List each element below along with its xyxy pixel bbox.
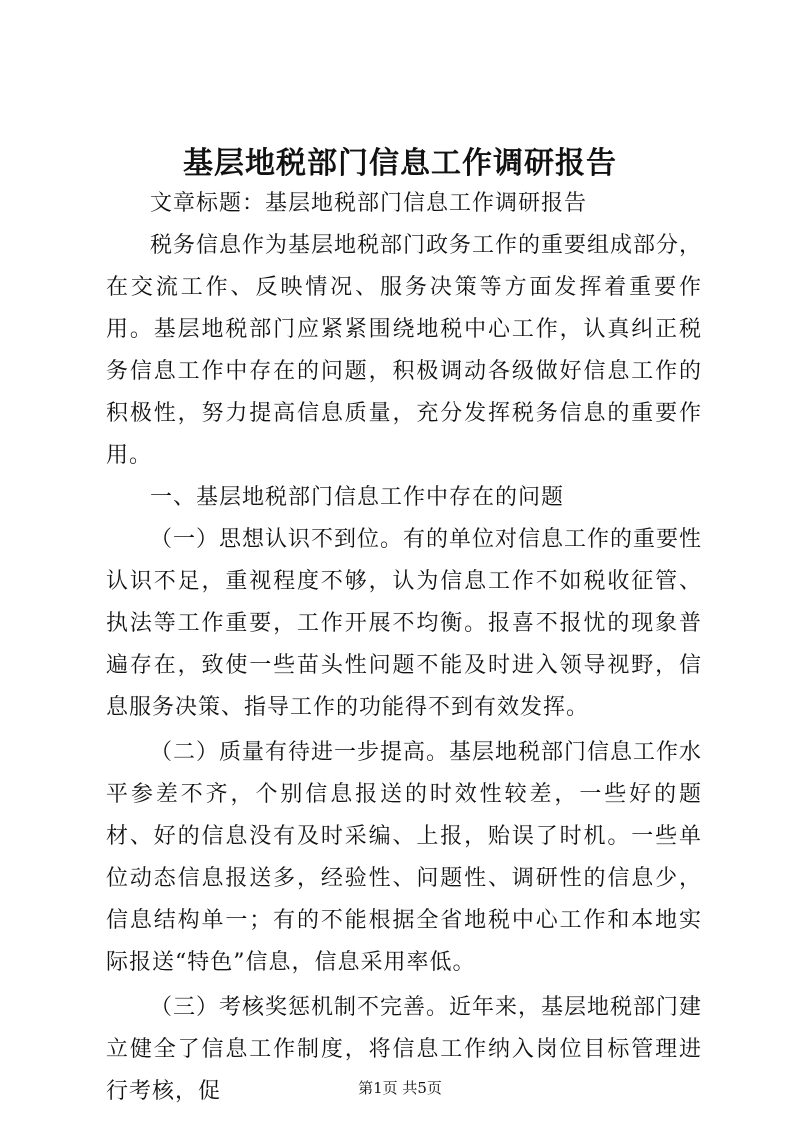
document-body: [106, 183, 702, 1113]
paragraph-point-2: （二）质量有待进一步提高。基层地税部门信息工作水平参差不齐，个别信息报送的时效性较差，一些好的题材、好的信息没有及时采编、上报，贻误了时机。一些单位动态信息报送多，经验性、问题性、调研性的信息少，信息结构单一；有的不能根据全省地税中心工作和本地实际报送“特色”信息，信息采用率低。: [106, 740, 703, 975]
page-number-footer: 第1页 共5页: [358, 1079, 442, 1097]
document-title: 基层地税部门信息工作调研报告: [183, 146, 617, 181]
paragraph-point-3: （三）考核奖惩机制不完善。近年来，基层地税部门建立健全了信息工作制度，将信息工作纳入岗位目标管理进行考核，促: [106, 995, 703, 1104]
article-title-line: 文章标题：基层地税部门信息工作调研报告: [150, 191, 588, 216]
section-heading: 一、基层地税部门信息工作中存在的问题: [150, 485, 565, 510]
intro-paragraph: 税务信息作为基层地税部门政务工作的重要组成部分，在交流工作、反映情况、服务决策等方面发挥着重要作用。基层地税部门应紧紧围绕地税中心工作，认真纠正税务信息工作中存在的问题，积极调动各级做好信息工作的积极性，努力提高信息质量，充分发挥税务信息的重要作用。: [106, 233, 703, 468]
paragraph-point-1: （一）思想认识不到位。有的单位对信息工作的重要性认识不足，重视程度不够，认为信息工作不如税收征管、执法等工作重要，工作开展不均衡。报喜不报忧的现象普遍存在，致使一些苗头性问题不能及时进入领导视野，信息服务决策、指导工作的功能得不到有效发挥。: [106, 527, 703, 720]
